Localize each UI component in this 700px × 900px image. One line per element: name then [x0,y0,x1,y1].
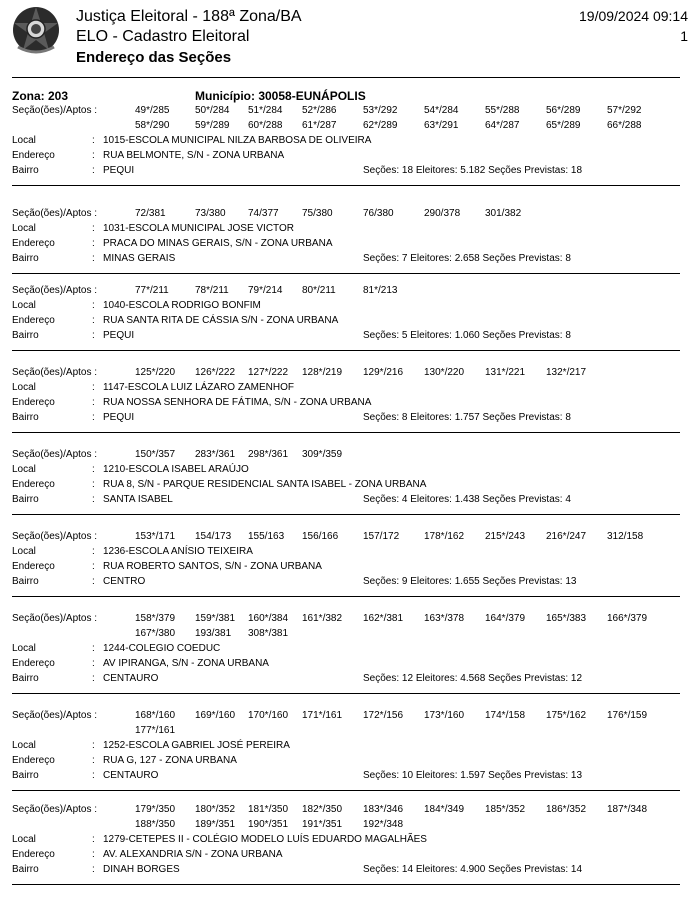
secao-aptos-value: 63*/291 [424,120,459,131]
secao-aptos-value: 175*/162 [546,710,587,721]
field-colon: : [92,658,95,669]
secao-aptos-value: 150*/357 [135,449,176,460]
secao-aptos-value: 55*/288 [485,105,520,116]
secao-aptos-value: 155/163 [248,531,285,542]
secao-aptos-value: 127*/222 [248,367,289,378]
secao-aptos-value: 58*/290 [135,120,170,131]
secao-aptos-value: 56*/289 [546,105,581,116]
local-label: Local [12,546,36,557]
block-divider [12,693,680,694]
endereco-label: Endereço [12,479,55,490]
section-stats: Seções: 7 Eleitores: 2.658 Seções Previstas: 8 [363,253,571,264]
secao-aptos-value: 185*/352 [485,804,526,815]
secao-aptos-value: 171*/161 [302,710,343,721]
secao-aptos-value: 66*/288 [607,120,642,131]
field-colon: : [92,150,95,161]
secao-aptos-value: 184*/349 [424,804,465,815]
field-colon: : [92,546,95,557]
secao-aptos-value: 128*/219 [302,367,343,378]
local-value: 1244-COLEGIO COEDUC [103,643,221,654]
field-colon: : [92,834,95,845]
secao-aptos-value: 308*/381 [248,628,289,639]
field-colon: : [92,479,95,490]
section-stats: Seções: 10 Eleitores: 1.597 Seções Previstas: 13 [363,770,583,781]
secao-aptos-value: 77*/211 [135,285,169,296]
local-label: Local [12,300,36,311]
bairro-value: DINAH BORGES [103,864,180,875]
secoes-label: Seção(ões)/Aptos : [12,367,98,378]
secao-aptos-value: 169*/160 [195,710,236,721]
field-colon: : [92,397,95,408]
secao-aptos-value: 65*/289 [546,120,581,131]
secao-aptos-value: 174*/158 [485,710,526,721]
section-stats: Seções: 4 Eleitores: 1.438 Seções Previstas: 4 [363,494,571,505]
bairro-label: Bairro [12,576,39,587]
secao-aptos-value: 178*/162 [424,531,465,542]
block-divider [12,596,680,597]
municipality-label: Município: 30058-EUNÁPOLIS [195,89,366,103]
endereco-value: RUA 8, S/N - PARQUE RESIDENCIAL SANTA ISABEL - ZONA URBANA [103,479,427,490]
field-colon: : [92,223,95,234]
endereco-label: Endereço [12,238,55,249]
secoes-label: Seção(ões)/Aptos : [12,285,98,296]
bairro-label: Bairro [12,165,39,176]
block-divider [12,432,680,433]
secao-aptos-value: 129*/216 [363,367,404,378]
secao-aptos-value: 53*/292 [363,105,398,116]
secao-aptos-value: 72/381 [135,208,166,219]
secao-aptos-value: 164*/379 [485,613,526,624]
secao-aptos-value: 167*/380 [135,628,176,639]
report-title: Endereço das Seções [76,49,232,66]
local-label: Local [12,464,36,475]
local-value: 1236-ESCOLA ANÍSIO TEIXEIRA [103,546,253,557]
header-divider [12,77,680,78]
secao-aptos-value: 75/380 [302,208,333,219]
field-colon: : [92,300,95,311]
secao-aptos-value: 79*/214 [248,285,283,296]
secoes-label: Seção(ões)/Aptos : [12,105,98,116]
secao-aptos-value: 51*/284 [248,105,283,116]
secao-aptos-value: 125*/220 [135,367,176,378]
secao-aptos-value: 182*/350 [302,804,343,815]
secao-aptos-value: 130*/220 [424,367,465,378]
secoes-label: Seção(ões)/Aptos : [12,531,98,542]
bairro-value: CENTRO [103,576,146,587]
bairro-label: Bairro [12,673,39,684]
secao-aptos-value: 190*/351 [248,819,289,830]
secao-aptos-value: 168*/160 [135,710,176,721]
secao-aptos-value: 173*/160 [424,710,465,721]
local-value: 1210-ESCOLA ISABEL ARAÚJO [103,464,249,475]
local-label: Local [12,135,36,146]
secao-aptos-value: 61*/287 [302,120,337,131]
bairro-value: CENTAURO [103,673,159,684]
secao-aptos-value: 180*/352 [195,804,236,815]
secao-aptos-value: 73/380 [195,208,226,219]
bairro-label: Bairro [12,412,39,423]
endereco-value: AV IPIRANGA, S/N - ZONA URBANA [103,658,269,669]
field-colon: : [92,315,95,326]
secao-aptos-value: 183*/346 [363,804,404,815]
secao-aptos-value: 59*/289 [195,120,230,131]
secao-aptos-value: 161*/382 [302,613,343,624]
secoes-label: Seção(ões)/Aptos : [12,804,98,815]
secao-aptos-value: 50*/284 [195,105,230,116]
secao-aptos-value: 166*/379 [607,613,648,624]
block-divider [12,790,680,791]
bairro-value: SANTA ISABEL [103,494,173,505]
endereco-value: RUA NOSSA SENHORA DE FÁTIMA, S/N - ZONA URBANA [103,397,372,408]
secoes-label: Seção(ões)/Aptos : [12,710,98,721]
secao-aptos-value: 62*/289 [363,120,398,131]
secao-aptos-value: 179*/350 [135,804,176,815]
secao-aptos-value: 153*/171 [135,531,176,542]
block-divider [12,884,680,885]
section-stats: Seções: 9 Eleitores: 1.655 Seções Previstas: 13 [363,576,577,587]
secao-aptos-value: 215*/243 [485,531,526,542]
local-value: 1279-CETEPES II - COLÉGIO MODELO LUÍS EDUARDO MAGALHÃES [103,834,427,845]
field-colon: : [92,849,95,860]
secao-aptos-value: 54*/284 [424,105,459,116]
secoes-label: Seção(ões)/Aptos : [12,613,98,624]
secao-aptos-value: 78*/211 [195,285,229,296]
bairro-label: Bairro [12,253,39,264]
page-number: 1 [680,28,688,44]
report-system: ELO - Cadastro Eleitoral [76,28,250,45]
field-colon: : [92,561,95,572]
endereco-value: RUA BELMONTE, S/N - ZONA URBANA [103,150,285,161]
section-stats: Seções: 8 Eleitores: 1.757 Seções Previstas: 8 [363,412,571,423]
section-stats: Seções: 14 Eleitores: 4.900 Seções Previstas: 14 [363,864,583,875]
bairro-value: CENTAURO [103,770,159,781]
secao-aptos-value: 309*/359 [302,449,343,460]
secao-aptos-value: 187*/348 [607,804,648,815]
secao-aptos-value: 162*/381 [363,613,404,624]
secao-aptos-value: 163*/378 [424,613,465,624]
field-colon: : [92,740,95,751]
secao-aptos-value: 192*/348 [363,819,404,830]
field-colon: : [92,643,95,654]
secao-aptos-value: 80*/211 [302,285,336,296]
secao-aptos-value: 290/378 [424,208,461,219]
endereco-value: AV. ALEXANDRIA S/N - ZONA URBANA [103,849,283,860]
local-label: Local [12,834,36,845]
secao-aptos-value: 189*/351 [195,819,236,830]
secao-aptos-value: 160*/384 [248,613,289,624]
bairro-value: PEQUI [103,330,135,341]
brasao-republica-icon [10,3,62,57]
field-colon: : [92,165,95,176]
bairro-value: PEQUI [103,412,135,423]
field-colon: : [92,755,95,766]
field-colon: : [92,330,95,341]
block-divider [12,350,680,351]
endereco-label: Endereço [12,849,55,860]
secao-aptos-value: 154/173 [195,531,232,542]
secao-aptos-value: 191*/351 [302,819,343,830]
endereco-label: Endereço [12,755,55,766]
secao-aptos-value: 126*/222 [195,367,236,378]
section-stats: Seções: 5 Eleitores: 1.060 Seções Previstas: 8 [363,330,571,341]
local-label: Local [12,382,36,393]
local-value: 1040-ESCOLA RODRIGO BONFIM [103,300,261,311]
zone-label: Zona: 203 [12,89,69,103]
report-header [0,0,700,70]
secoes-label: Seção(ões)/Aptos : [12,449,98,460]
local-value: 1015-ESCOLA MUNICIPAL NILZA BARBOSA DE OLIVEIRA [103,135,372,146]
field-colon: : [92,576,95,587]
secao-aptos-value: 131*/221 [485,367,526,378]
block-divider [12,273,680,274]
secao-aptos-value: 76/380 [363,208,394,219]
endereco-label: Endereço [12,150,55,161]
secao-aptos-value: 57*/292 [607,105,642,116]
endereco-value: RUA ROBERTO SANTOS, S/N - ZONA URBANA [103,561,322,572]
field-colon: : [92,864,95,875]
field-colon: : [92,464,95,475]
block-divider [12,185,680,186]
secao-aptos-value: 158*/379 [135,613,176,624]
field-colon: : [92,135,95,146]
secao-aptos-value: 301/382 [485,208,522,219]
secao-aptos-value: 64*/287 [485,120,520,131]
secao-aptos-value: 157/172 [363,531,400,542]
local-value: 1147-ESCOLA LUIZ LÁZARO ZAMENHOF [103,382,294,393]
block-divider [12,514,680,515]
local-label: Local [12,740,36,751]
field-colon: : [92,412,95,423]
secao-aptos-value: 188*/350 [135,819,176,830]
report-org: Justiça Eleitoral - 188ª Zona/BA [76,8,302,25]
secao-aptos-value: 60*/288 [248,120,283,131]
secao-aptos-value: 193/381 [195,628,232,639]
bairro-value: PEQUI [103,165,135,176]
secao-aptos-value: 186*/352 [546,804,587,815]
secao-aptos-value: 132*/217 [546,367,587,378]
secao-aptos-value: 298*/361 [248,449,289,460]
secao-aptos-value: 49*/285 [135,105,170,116]
bairro-label: Bairro [12,864,39,875]
endereco-value: RUA G, 127 - ZONA URBANA [103,755,237,766]
field-colon: : [92,673,95,684]
secao-aptos-value: 176*/159 [607,710,648,721]
field-colon: : [92,770,95,781]
secao-aptos-value: 159*/381 [195,613,236,624]
field-colon: : [92,253,95,264]
bairro-value: MINAS GERAIS [103,253,176,264]
endereco-label: Endereço [12,397,55,408]
section-stats: Seções: 12 Eleitores: 4.568 Seções Previstas: 12 [363,673,583,684]
field-colon: : [92,382,95,393]
secoes-label: Seção(ões)/Aptos : [12,208,98,219]
report-datetime: 19/09/2024 09:14 [579,8,688,24]
local-label: Local [12,643,36,654]
secao-aptos-value: 177*/161 [135,725,176,736]
secao-aptos-value: 216*/247 [546,531,587,542]
secao-aptos-value: 156/166 [302,531,339,542]
bairro-label: Bairro [12,330,39,341]
secao-aptos-value: 81*/213 [363,285,398,296]
local-label: Local [12,223,36,234]
secao-aptos-value: 181*/350 [248,804,289,815]
field-colon: : [92,238,95,249]
secao-aptos-value: 165*/383 [546,613,587,624]
local-value: 1031-ESCOLA MUNICIPAL JOSE VICTOR [103,223,294,234]
endereco-value: RUA SANTA RITA DE CÁSSIA S/N - ZONA URBANA [103,315,339,326]
secao-aptos-value: 170*/160 [248,710,289,721]
section-stats: Seções: 18 Eleitores: 5.182 Seções Previstas: 18 [363,165,583,176]
endereco-label: Endereço [12,658,55,669]
field-colon: : [92,494,95,505]
bairro-label: Bairro [12,770,39,781]
bairro-label: Bairro [12,494,39,505]
secao-aptos-value: 312/158 [607,531,644,542]
secao-aptos-value: 52*/286 [302,105,337,116]
endereco-label: Endereço [12,561,55,572]
endereco-value: PRACA DO MINAS GERAIS, S/N - ZONA URBANA [103,238,333,249]
endereco-label: Endereço [12,315,55,326]
secao-aptos-value: 74/377 [248,208,279,219]
secao-aptos-value: 283*/361 [195,449,236,460]
local-value: 1252-ESCOLA GABRIEL JOSÉ PEREIRA [103,740,290,751]
secao-aptos-value: 172*/156 [363,710,404,721]
